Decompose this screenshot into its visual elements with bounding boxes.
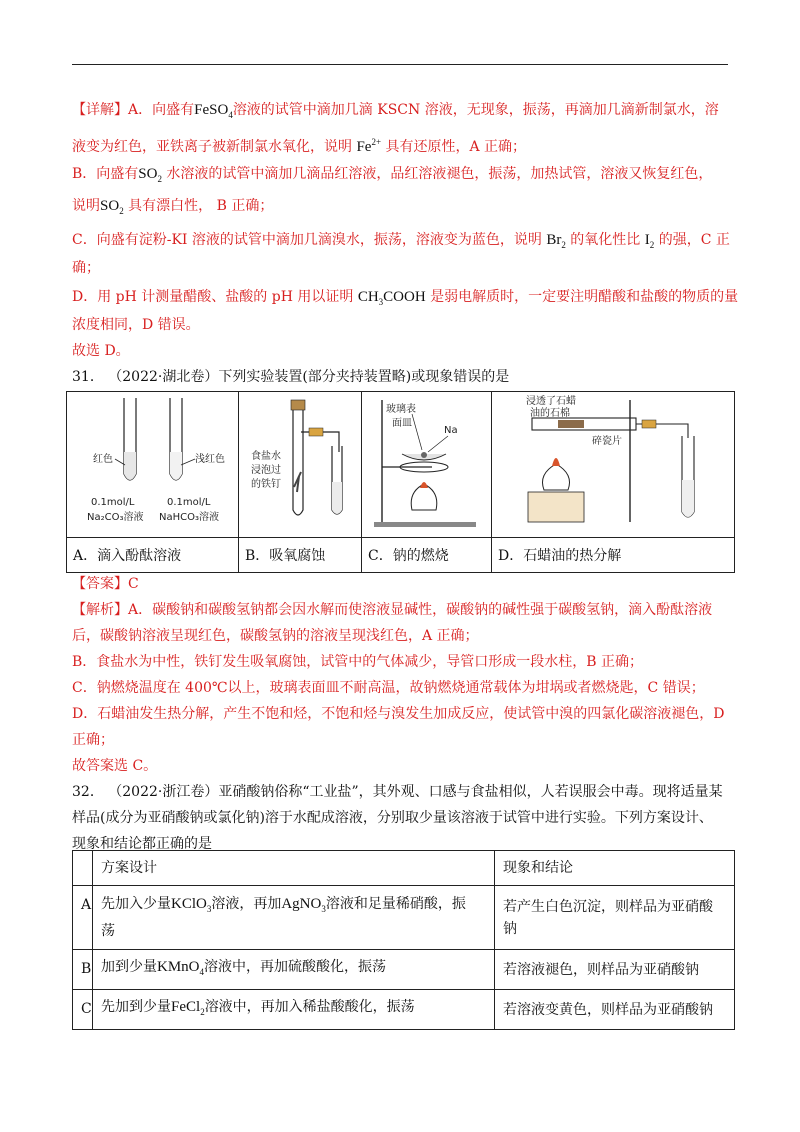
q31-stem: 31． （2022·湖北卷）下列实验装置(部分夹持装置略)或现象错误的是	[72, 369, 510, 385]
text: A．碳酸钠和碳酸氢钠都会因水解而使溶液显碱性，碳酸钠的碱性强于碳酸氢钠，滴入酚酞溶液	[128, 602, 713, 618]
label-light-red: 浅红色	[195, 454, 225, 465]
formula-i2	[645, 232, 655, 248]
label-dish: 面皿	[392, 418, 412, 429]
row-c-design	[93, 990, 495, 1030]
formula-sub: 2	[649, 240, 655, 250]
text: 溶液和足量稀硝酸，振	[325, 896, 466, 912]
header-empty	[73, 851, 93, 886]
text: B．向盛有	[72, 166, 139, 182]
text: C．向盛有淀粉-KI 溶液的试管中滴加几滴溴水，振荡，溶液变为蓝色，说明	[72, 232, 547, 248]
formula-sup: 2+	[371, 137, 382, 147]
text: 液变为红色，亚铁离子被新制氯水氧化，说明	[72, 139, 357, 155]
label-na2co3-conc: 0.1mol/L	[91, 497, 135, 508]
formula-so2	[138, 166, 162, 182]
formula-so2-second	[100, 198, 124, 214]
q31-analysis-c: C．钠燃烧温度在 400℃以上，玻璃表面皿不耐高温，故钠燃烧通常载体为坩埚或者燃烧匙，C 错误；	[72, 680, 705, 696]
formula-sub: 3	[321, 904, 326, 914]
explanation-d-line2	[72, 315, 200, 335]
label-nahco3-conc: 0.1mol/L	[167, 497, 211, 508]
row-a-design	[93, 886, 495, 950]
apparatus-b-diagram	[239, 392, 362, 537]
q31-analysis-b: B．食盐水为中性，铁钉发生吸氧腐蚀，试管中的气体减少，导管口形成一段水柱，B 正确；	[72, 654, 644, 670]
table-row	[73, 990, 735, 1030]
text: 的强，C 正	[654, 232, 730, 248]
label-nahco3: NaHCO₃溶液	[159, 512, 219, 523]
q31-analysis-a2: 后，碳酸钠溶液呈现红色，碳酸氢钠的溶液呈现浅红色，A 正确；	[72, 628, 479, 644]
text: D．用 pH 计测量醋酸、盐酸的 pH 用以证明	[72, 289, 358, 305]
text: 先加到少量	[101, 999, 171, 1015]
explanation-c-line2	[72, 258, 100, 278]
formula-text: Br	[546, 232, 562, 248]
q31-analysis-d1: D．石蜡油发生热分解，产生不饱和烃，不饱和烃与溴发生加成反应，使试管中溴的四氯化碳溶液褪色，D	[72, 706, 725, 722]
text: 说明	[72, 198, 100, 214]
text: 先加入少量	[101, 896, 171, 912]
formula-text: COOH	[383, 289, 426, 305]
label-na2co3: Na₂CO₃溶液	[87, 512, 144, 523]
formula-sub: 3	[206, 904, 212, 914]
apparatus-c-diagram	[362, 392, 492, 537]
formula-text: Fe	[356, 139, 372, 155]
q31-analysis-a1	[72, 600, 712, 620]
explanation-conclusion	[72, 341, 130, 361]
explanation-a-line1	[72, 100, 719, 125]
formula-text: I	[644, 232, 650, 248]
formula-ch3cooh	[358, 289, 426, 305]
row-letter-c: C	[73, 990, 93, 1030]
apparatus-a-diagram	[67, 392, 239, 537]
apparatus-d-cell	[492, 392, 735, 538]
apparatus-b-cell	[239, 392, 362, 538]
formula-fe-ion	[356, 139, 381, 155]
label-iron-nail: 的铁钉	[251, 479, 281, 490]
formula-sub: 2	[200, 1007, 205, 1017]
label-na: Na	[444, 425, 458, 436]
formula-text: KClO	[171, 896, 207, 912]
text: 溶液，再加	[211, 896, 282, 912]
formula-text: FeCl	[171, 999, 201, 1015]
explanation-b-line1	[72, 164, 712, 189]
row-letter-b: B	[73, 950, 93, 990]
text: 具有还原性，A 正确；	[381, 139, 527, 155]
label-porcelain: 碎瓷片	[592, 436, 622, 447]
formula-text: SO	[100, 198, 120, 214]
q32-stem-line1: 32． （2022·浙江卷）亚硝酸钠俗称“工业盐”，其外观、口感与食盐相似，人若误服会中毒。现将适量某	[72, 784, 723, 800]
formula-feso4	[194, 102, 233, 118]
header-design: 方案设计	[93, 851, 495, 886]
q31-apparatus-table	[66, 391, 735, 573]
caption-a: A．滴入酚酞溶液	[67, 538, 239, 573]
table-row	[73, 950, 735, 990]
row-a-result: 若产生白色沉淀，则样品为亚硝酸钠	[495, 886, 735, 950]
label-soaked: 浸泡过	[251, 465, 281, 476]
detail-prefix: 【详解】	[72, 102, 128, 118]
apparatus-d-diagram	[492, 392, 735, 537]
label-watch-glass: 玻璃表	[386, 404, 416, 415]
q32-plan-table	[72, 850, 735, 1030]
formula-sub: 4	[228, 110, 233, 120]
text: 故选 D。	[72, 343, 130, 359]
header-rule	[72, 64, 728, 65]
formula-agno3	[281, 896, 326, 912]
formula-text: FeSO	[194, 102, 229, 118]
formula-kmno4	[157, 959, 204, 975]
header-result: 现象和结论	[495, 851, 735, 886]
label-asbestos1: 浸透了石蜡	[526, 396, 576, 407]
label-saltwater: 食盐水	[251, 451, 281, 462]
apparatus-a-cell	[67, 392, 239, 538]
row-b-design	[93, 950, 495, 990]
text: 浓度相同，D 错误。	[72, 317, 200, 333]
caption-c: C．钠的燃烧	[362, 538, 492, 573]
formula-kclo3	[171, 896, 211, 912]
text: 溶液中，再加硫酸酸化，振荡	[204, 959, 387, 975]
formula-br2	[546, 232, 566, 248]
text: 具有漂白性， B 正确；	[123, 198, 274, 214]
table-row	[73, 886, 735, 950]
explanation-a-line2	[72, 132, 526, 157]
formula-sub: 2	[119, 206, 124, 216]
formula-text: SO	[138, 166, 158, 182]
text: 是弱电解质时，一定要注明醋酸和盐酸的物质的量	[425, 289, 739, 305]
explanation-b-line2	[72, 196, 273, 221]
text: 加到少量	[101, 959, 157, 975]
text: A．向盛有	[128, 102, 195, 118]
caption-b: B．吸氧腐蚀	[239, 538, 362, 573]
text: 确；	[72, 260, 100, 276]
q32-stem-line3: 现象和结论都正确的是	[72, 836, 212, 852]
formula-sub: 2	[561, 240, 566, 250]
formula-sub: 4	[199, 967, 205, 977]
formula-sub: 2	[157, 174, 162, 184]
row-letter-a: A	[73, 886, 93, 950]
label-asbestos2: 油的石棉	[530, 408, 570, 419]
label-red: 红色	[93, 454, 113, 465]
explanation-c-line1	[72, 230, 730, 255]
text: 水溶液的试管中滴加几滴品红溶液，品红溶液褪色，振荡，加热试管，溶液又恢复红色，	[161, 166, 713, 182]
text: 【解析】	[72, 602, 128, 618]
apparatus-c-cell	[362, 392, 492, 538]
formula-fecl2	[171, 999, 205, 1015]
formula-text: AgNO	[281, 896, 322, 912]
text: 的氧化性比	[565, 232, 645, 248]
explanation-d-line1	[72, 287, 738, 312]
q31-analysis-d2: 正确；	[72, 732, 114, 748]
text: 溶液中，再加入稀盐酸酸化，振荡	[204, 999, 415, 1015]
row-b-result: 若溶液褪色，则样品为亚硝酸钠	[495, 950, 735, 990]
text: 溶液的试管中滴加几滴 KSCN 溶液，无现象，振荡，再滴加几滴新制氯水，溶	[232, 102, 719, 118]
q31-answer: 【答案】C	[72, 576, 139, 592]
table-header-row	[73, 851, 735, 886]
formula-text: CH	[357, 289, 379, 305]
formula-text: KMnO	[157, 959, 200, 975]
caption-d: D．石蜡油的热分解	[492, 538, 735, 573]
text: 荡	[101, 923, 115, 939]
q31-conclusion: 故答案选 C。	[72, 758, 158, 774]
formula-sub: 3	[378, 297, 384, 307]
q32-stem-line2: 样品(成分为亚硝酸钠或氯化钠)溶于水配成溶液，分别取少量该溶液于试管中进行实验。下列方案设计、	[72, 810, 713, 826]
row-c-result: 若溶液变黄色，则样品为亚硝酸钠	[495, 990, 735, 1030]
